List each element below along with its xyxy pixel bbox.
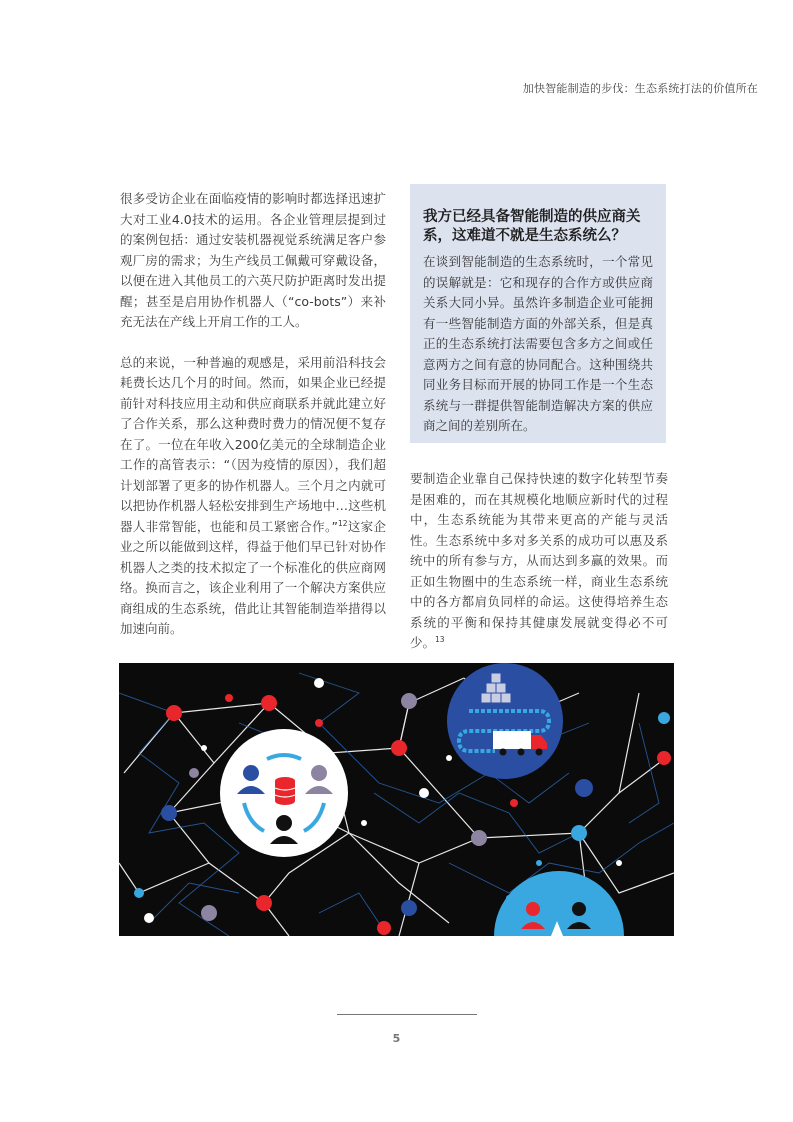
ecosystem-network-illustration [119,663,674,936]
footnote-ref-12[interactable]: 12 [338,518,348,528]
page-number: 5 [392,1032,401,1045]
left-paragraph-2-a: 总的来说，一种普遍的观感是，采用前沿科技会耗费长达几个月的时间。然而，如果企业已经提前针对科技应用主动和供应商联系并就此建立好了合作关系，那么这种费时费力的情况便不复存在了。一位在年收入200亿美元的全球制造企业工作的高管表示：“（因为疫情的原因），我们超计划部署了更多的协作机器人。三个月之内就可以把协作机器人轻松安排到生产场地中…这些机器人非常智能，也能和员工紧密合作。” [120,354,386,534]
running-header: 加快智能制造的步伐：生态系统打法的价值所在 [522,82,758,95]
footer-rule [337,1014,477,1015]
people-hub [220,729,348,857]
node-blue [401,900,417,916]
node-grey [401,693,417,709]
node-white-small [446,755,452,761]
partners-hub [494,871,624,936]
node-white-small [201,745,207,751]
node-light-blue [134,888,144,898]
database-red-icon [275,777,295,805]
node-white [314,678,324,688]
node-red [166,705,182,721]
left-paragraph-2 [120,353,386,640]
node-red-small [510,799,518,807]
network-svg [119,663,674,936]
sidebar-heading: 我方已经具备智能制造的供应商关系，这难道不就是生态系统么？ [423,209,641,244]
node-white [419,788,429,798]
node-light-blue-small [536,860,542,866]
node-red [377,921,391,935]
node-grey [201,905,217,921]
node-white [144,913,154,923]
node-grey [471,830,487,846]
node-red [657,751,671,765]
left-paragraph-2-b: 这家企业之所以能做到这样，得益于他们早已针对协作机器人之类的技术拟定了一个标准化的供应商网络。换而言之，该企业利用了一个解决方案供应商组成的生态系统，借此让其智能制造举措得以加速向前。 [120,518,386,636]
supply-chain-hub [447,663,563,779]
supply-chain-hub-circle [447,663,563,779]
node-white-small [616,860,622,866]
right-column [410,469,668,654]
node-white-small [361,820,367,826]
node-red-small [315,719,323,727]
left-paragraph-1: 很多受访企业在面临疫情的影响时都选择迅速扩大对工业4.0技术的运用。各企业管理层提到过的案例包括：通过安装机器视觉系统满足客户参观厂房的需求；为生产线员工佩戴可穿戴设备，以便在进入其他员工的六英尺防护距离时发出提醒；甚至是启用协作机器人（“co-bots”）来补充无法在产线上开肩工作的工人。 [120,191,386,329]
sidebar-body: 在谈到智能制造的生态系统时，一个常见的误解就是：它和现存的合作方或供应商关系大同小异。虽然许多制造企业可能拥有一些智能制造方面的外部关系，但是真正的生态系统打法需要包含多方之间或任意两方之间有意的协同配合。这种围绕共同业务目标而开展的协同工作是一个生态系统与一群提供智能制造解决方案的供应商之间的差别所在。 [423,254,653,433]
node-blue [161,805,177,821]
node-blue [575,779,593,797]
node-grey-small [189,768,199,778]
node-red [261,695,277,711]
footnote-ref-13[interactable]: 13 [435,634,445,644]
node-light-blue [658,712,670,724]
left-column [120,189,386,640]
right-paragraph-1 [410,469,668,654]
node-light-blue [571,825,587,841]
sidebar-box [410,184,666,443]
node-red [256,895,272,911]
right-paragraph-1-text: 要制造企业靠自己保持快速的数字化转型节奏是困难的，而在其规模化地顺应新时代的过程中，生态系统能为其带来更高的产能与灵活性。生态系统中多对多关系的成功可以惠及系统中的所有参与方，从而达到多赢的效果。而正如生物圈中的生态系统一样，商业生态系统中的各方都肩负同样的命运。这使得培养生态系统的平衡和保持其健康发展就变得必不可少。 [410,471,668,650]
node-red [391,740,407,756]
node-red-small [225,694,233,702]
